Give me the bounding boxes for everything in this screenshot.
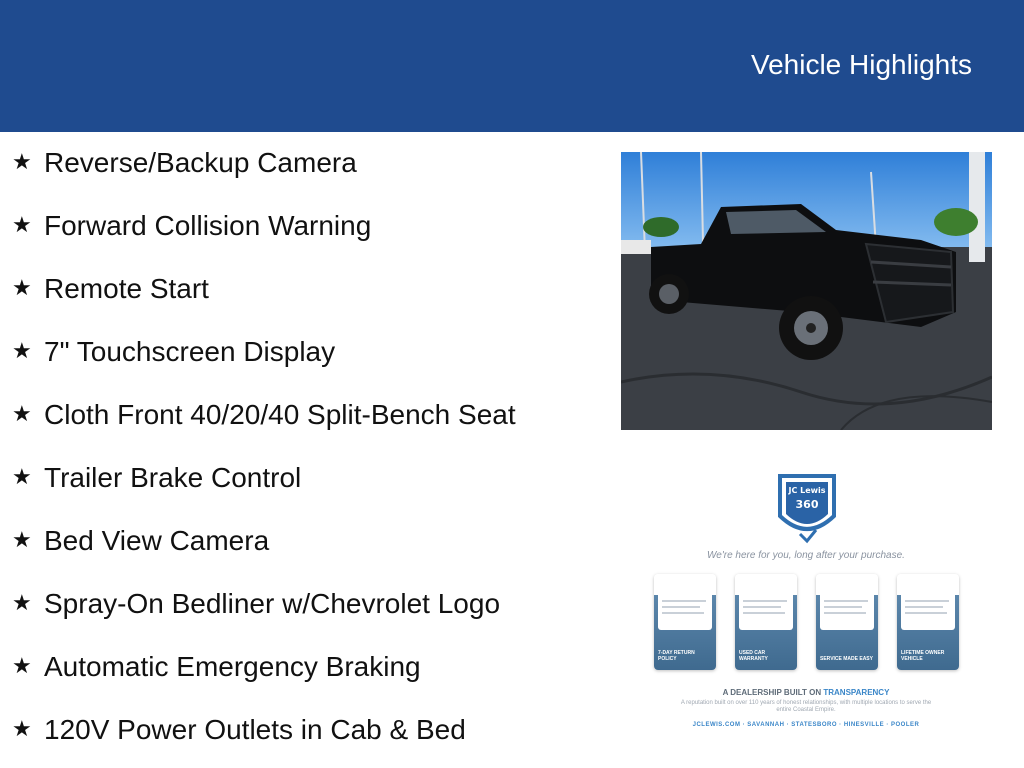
star-icon: ★: [12, 590, 32, 615]
star-icon: ★: [12, 338, 32, 363]
promo-headline-prefix: A DEALERSHIP BUILT ON: [722, 688, 822, 697]
promo-tagline: We're here for you, long after your purchase.: [707, 550, 905, 561]
feature-label: Remote Start: [44, 273, 209, 304]
promo-card: [897, 574, 959, 670]
star-icon: ★: [12, 149, 32, 174]
feature-label: Bed View Camera: [44, 525, 270, 556]
page-title: Vehicle Highlights: [750, 49, 972, 80]
dealership-promo: [636, 472, 976, 740]
logo-number: 360: [795, 498, 819, 511]
promo-card: [654, 574, 716, 670]
star-icon: ★: [12, 716, 32, 741]
feature-label: Forward Collision Warning: [44, 210, 372, 241]
list-item: [12, 398, 516, 438]
star-icon: ★: [12, 527, 32, 552]
star-icon: ★: [12, 653, 32, 678]
logo-text: JC Lewis: [788, 486, 826, 495]
promo-card-label: USED CAR WARRANTY: [739, 650, 768, 662]
promo-card-label: SERVICE MADE EASY: [820, 656, 873, 662]
truck-image: [621, 152, 992, 430]
list-item: [12, 650, 421, 690]
star-icon: ★: [12, 401, 32, 426]
promo-card-label: LIFETIME OWNER VEHICLE: [901, 650, 945, 662]
feature-label: 120V Power Outlets in Cab & Bed: [44, 714, 466, 745]
list-item: [12, 272, 209, 312]
list-item: [12, 524, 269, 564]
shield-logo-icon: [776, 472, 838, 546]
star-icon: ★: [12, 212, 32, 237]
promo-card: [735, 574, 797, 670]
promo-headline: [636, 688, 976, 697]
promo-subtext: A reputation built on over 110 years of honest relationships, with multiple locations to serve the entire Coastal Empire.: [680, 700, 932, 713]
feature-label: Trailer Brake Control: [44, 462, 302, 493]
promo-headline-accent: TRANSPARENCY: [823, 688, 890, 697]
star-icon: ★: [12, 275, 32, 300]
promo-card-label: 7-DAY RETURN POLICY: [658, 650, 695, 662]
list-item: [12, 209, 371, 249]
feature-label: 7" Touchscreen Display: [44, 336, 336, 367]
vehicle-photo: [621, 152, 992, 430]
promo-card: [816, 574, 878, 670]
star-icon: ★: [12, 464, 32, 489]
list-item: [12, 587, 500, 627]
promo-cards: [654, 574, 960, 672]
promo-footer: JCLEWIS.COM · SAVANNAH · STATESBORO · HINESVILLE · POOLER: [692, 722, 920, 728]
feature-label: Reverse/Backup Camera: [44, 147, 357, 178]
feature-label: Automatic Emergency Braking: [44, 651, 421, 682]
header-banner: [0, 0, 1024, 132]
list-item: [12, 461, 301, 501]
list-item: [12, 713, 466, 753]
list-item: [12, 146, 357, 186]
feature-label: Spray-On Bedliner w/Chevrolet Logo: [44, 588, 501, 619]
list-item: [12, 335, 335, 375]
feature-label: Cloth Front 40/20/40 Split-Bench Seat: [44, 399, 516, 430]
